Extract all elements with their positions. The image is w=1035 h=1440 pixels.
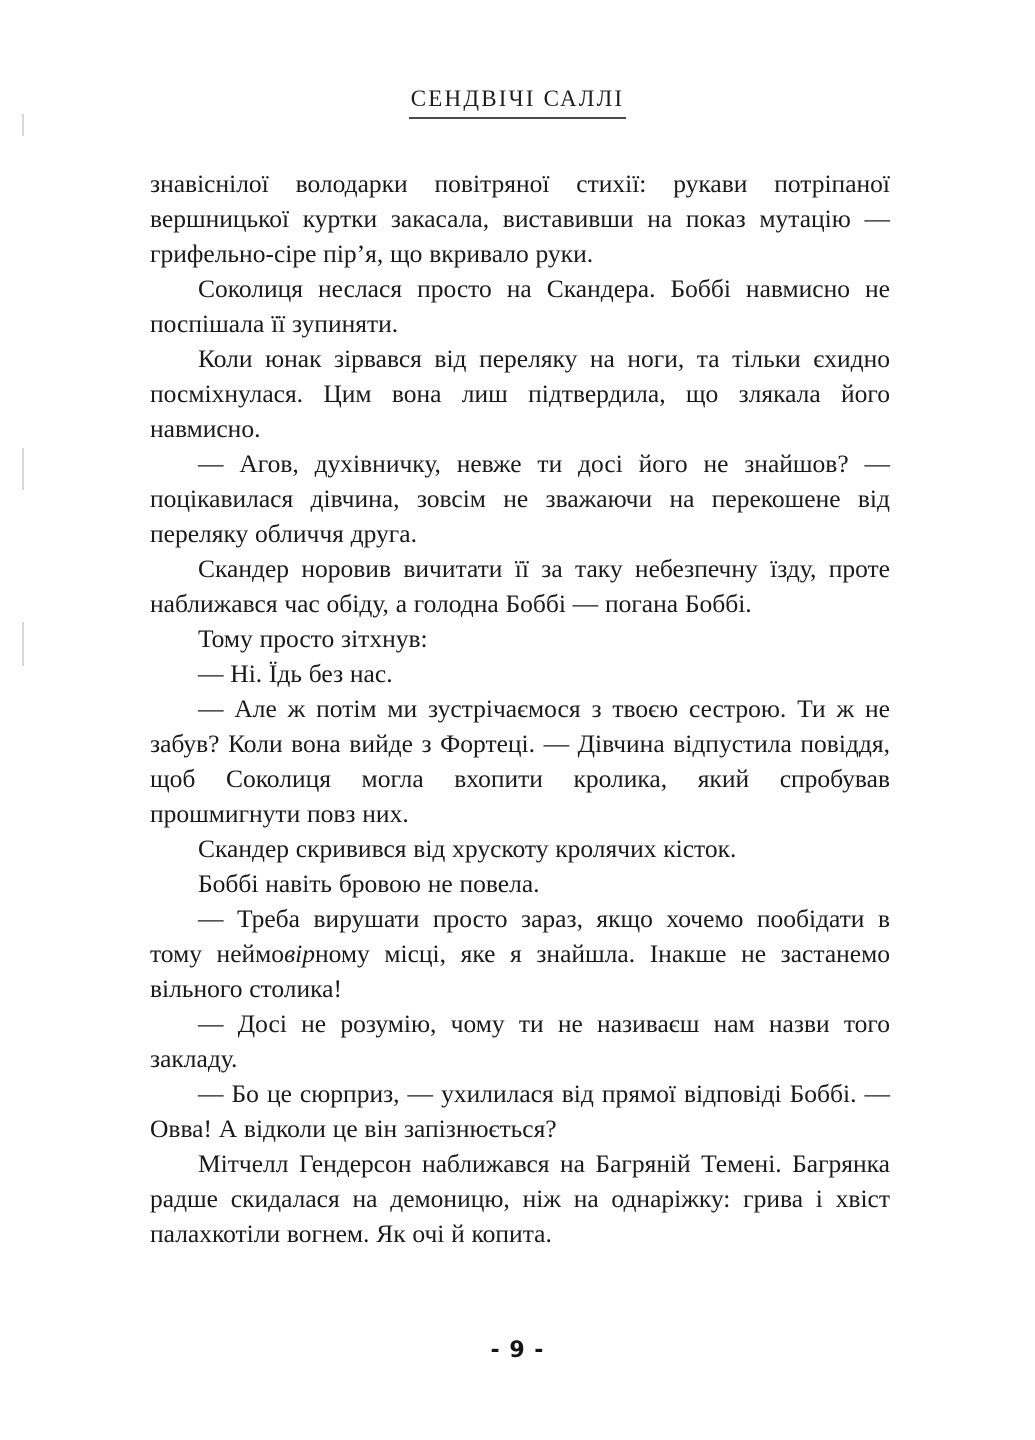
- scan-artifact-mark: [22, 448, 24, 490]
- body-paragraph: Скандер скривився від хрускоту кролячих кісток.: [198, 834, 737, 863]
- running-head-title: СЕНДВІЧІ САЛЛІ: [409, 86, 627, 119]
- scan-artifact-mark: [22, 114, 24, 136]
- body-paragraph: [150, 901, 890, 1006]
- body-paragraph: знавіснілої володарки повітряної стихії: рукави потріпаної вершницької куртки закасала, виставивши на показ мутацію — грифельно-сіре пір’я, що вкривало руки.: [150, 169, 890, 268]
- running-head: [0, 86, 1035, 119]
- scan-artifact-mark: [22, 622, 24, 666]
- body-paragraph: — Досі не розумію, чому ти не називаєш нам назви того закладу.: [150, 1009, 890, 1073]
- body-paragraph: Скандер норовив вичитати її за таку небезпечну їзду, проте наближався час обіду, а голодна Боббі — погана Боббі.: [150, 554, 890, 618]
- body-paragraph: — Агов, духівничку, невже ти досі його не знайшов? — поцікавилася дівчина, зовсім не зважаючи на перекошене від переляку обличчя друга.: [150, 449, 890, 548]
- emphasis-text: вір: [284, 939, 315, 968]
- body-paragraph: Соколиця неслася просто на Скандера. Боббі навмисно не поспішала її зупиняти.: [150, 274, 890, 338]
- page-number: - 9 -: [490, 1338, 545, 1363]
- body-paragraph: — Бо це сюрприз, — ухилилася від прямої відповіді Боббі. — Овва! А відколи це він запізнюється?: [150, 1079, 890, 1143]
- paragraph-text: — Треба вирушати просто зараз, якщо хочемо пообідати в тому неймо: [150, 904, 890, 968]
- body-paragraph: Боббі навіть бровою не повела.: [198, 869, 540, 898]
- body-paragraph: Мітчелл Гендерсон наближався на Багряній Темені. Багрянка радше скидалася на демоницю, ніж на однаріжку: грива і хвіст палахкотіли вогнем. Як очі й копита.: [150, 1149, 890, 1248]
- paragraph-text: ному місці, яке я знайшла. Інакше не застанемо вільного столика!: [150, 939, 890, 1003]
- body-paragraph: Коли юнак зірвався від переляку на ноги, та тільки єхидно посміхнулася. Цим вона лиш підтвердила, що злякала його навмисно.: [150, 344, 890, 443]
- body-paragraph: Тому просто зітхнув:: [198, 624, 428, 653]
- body-text-block: [150, 166, 890, 1251]
- body-paragraph: — Ні. Їдь без нас.: [198, 659, 393, 688]
- body-paragraph: — Але ж потім ми зустрічаємося з твоєю сестрою. Ти ж не забув? Коли вона вийде з Фортеці. — Дівчина відпустила повіддя, щоб Соколиця могла вхопити кролика, який спробував прошмигнути повз них.: [150, 694, 890, 828]
